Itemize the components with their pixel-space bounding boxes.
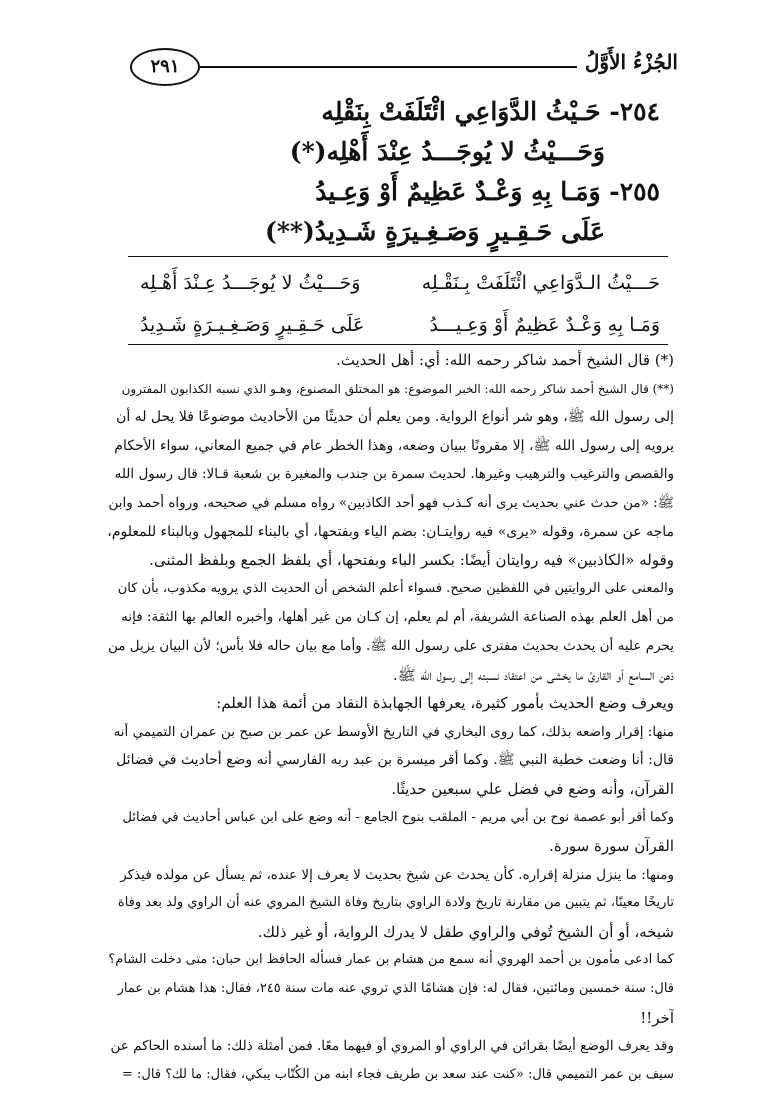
footnote-line: ماجه عن سمرة، وقوله «يرى» فيه روايتـان: بضم الياء وبفتحها، أي بالبناء للمجهول وبالبناء للمعلوم، xyxy=(107,523,674,540)
footnote-line: وقد يعرف الوضع أيضًا بقرائن في الراوي أو المروي أو فيهما معًا. فمن أمثلة ذلك: ما أسنده الحاكم عن xyxy=(110,1038,674,1055)
verse-block xyxy=(140,92,660,252)
footnote-line: منها: إقرار واضعه بذلك، كما روى البخاري في التاريخ الأوسط عن عمر بن صبح بن عمران التميمي أنه xyxy=(113,723,674,740)
footnote-line: من أهل العلم بهذه الصناعة الشريفة، أم لم يعلم، إن كـان من غير أهلها، وأخبره العالم بها الثقة: فإنه xyxy=(121,609,674,626)
footnote-line: ومنها: ما ينزل منزلة إقراره. كأن يحدث عن شيخ بحديث لا يعرف إلا عنده، ثم يسأل عن مولده فيذكر xyxy=(120,866,674,883)
couplet-second-hemistich: وَحَـــيْثُ لا يُوجَـــدُ عِـنْدَ أَهْـلِه xyxy=(140,272,361,294)
couplet-row xyxy=(140,304,660,346)
footnote-line: ﷺ: «من حدث عني بحديث يرى أنه كـذب فهو أحد الكاذبين» رواه مسلم في صحيحه، ورواه أحمد وابن xyxy=(108,494,674,511)
part-title: الجُزْءُ الأَوَّلُ xyxy=(577,50,678,74)
footnote-line: ويعرف وضع الحديث بأمور كثيرة، يعرفها الجهابذة النقاد من أئمة هذا العلم: xyxy=(216,694,674,713)
footnote-line: يرويه إلى رسول الله ﷺ، إلا مقرونًا ببيان وضعه، وهذا الخطر عام في جميع المعاني، سواء الأحكام xyxy=(114,437,674,454)
footnote-divider xyxy=(128,344,668,345)
couplet-first-hemistich: وَمَـا بِهِ وَعْـدٌ عَظِيمٌ أَوْ وَعِـيـــدُ xyxy=(429,314,660,336)
page-number: ٢٩١ xyxy=(130,48,200,86)
section-divider xyxy=(128,256,668,257)
footnote-line: قال: أنا وضعت خطبة النبي ﷺ. وكما أقر ميسرة بن عبد ربه الفارسي أنه وضع أحاديث في فضائل xyxy=(116,752,674,769)
footnote-commentary xyxy=(104,346,674,1089)
footnote-line: كما ادعى مأمون بن أحمد الهروي أنه سمع من هشام بن عمار فسأله الحافظ ابن حبان: متى دخلت الشام؟ xyxy=(108,952,674,968)
footnote-line: (**) قال الشيخ أحمد شاكر رحمه الله: الخبر الموضوع: هو المختلق المصنوع، وهـو الذي نسبه الكذابون المفترون xyxy=(121,381,674,396)
footnote-line: (*) قال الشيخ أحمد شاكر رحمه الله: أي: أهل الحديث. xyxy=(335,351,674,369)
couplet-first-hemistich: حَـــيْثُ الـدَّوَاعِي ائْتَلَفَتْ بِـنَقْـلِه xyxy=(421,272,660,294)
footnote-line: وقوله «الكاذبين» فيه روايتان أيضًا: بكسر الباء وبفتحها، أي بلفظ الجمع وبلفظ المثنى. xyxy=(149,551,674,570)
verse-line: ٢٥٤- حَـيْثُ الدَّوَاعِي ائْتَلَفَتْ بِنَقْلِه xyxy=(321,97,660,126)
couplet-block xyxy=(140,262,660,346)
footnote-line: قال: سنة خمسين ومائتين، فقال له: فإن هشامًا الذي تروي عنه مات سنة ٢٤٥، فقال: هذا هشام بن عمار xyxy=(117,981,674,997)
verse-line: ٢٥٥- وَمَـا بِهِ وَعْـدٌ عَظِيمٌ أَوْ وَعِـيدُ xyxy=(315,177,660,206)
footnote-line: شيخه، أو أن الشيخ تُوفي والراوي طفل لا يدرك الرواية، أو غير ذلك. xyxy=(257,922,674,941)
couplet-row xyxy=(140,262,660,304)
page-header xyxy=(118,48,678,88)
footnote-line: يحرم عليه أن يحدث بحديث مفترى على رسول الله ﷺ. وأما مع بيان حاله فلا بأس؛ لأن البيان يزيل من xyxy=(107,637,674,654)
verse-line: عَلَى حَـقِـيرٍ وَصَـغِـيرَةٍ شَـدِيدُ(**) xyxy=(265,217,605,246)
footnote-line: وكما أقر أبو عصمة نوح بن أبي مريم - الملقب بنوح الجامع - أنه وضع على ابن عباس أحاديث في فضائل xyxy=(122,809,674,825)
footnote-line: آخر!! xyxy=(640,1008,674,1027)
footnote-line: إلى رسول الله ﷺ، وهو شر أنواع الرواية. ومن يعلم أن حديثًا من الأحاديث موضوعًا فلا يحل له أن xyxy=(116,409,674,426)
footnote-line: القرآن سورة سورة. xyxy=(549,837,674,856)
footnote-line: ذهن السامع أو القارئ ما يخشى من اعتقاد نسبته إلى رسول الله ﷺ. xyxy=(392,665,674,684)
verse-line: وَحَـــيْثُ لا يُوجَـــدُ عِنْدَ أَهْلِه(*) xyxy=(289,137,605,166)
footnote-line: القرآن، وأنه وضع في فضل علي سبعين حديثًا. xyxy=(391,779,674,798)
footnote-line: والمعنى على الروايتين في اللفظين صحيح. فسواء أعلم الشخص أن الحديث الذي يرويه مكذوب، بأن كان xyxy=(117,580,674,596)
couplet-second-hemistich: عَلَى حَـقِـيرٍ وَصَـغِـيـرَةٍ شَـدِيدُ xyxy=(140,314,365,336)
footnote-line: والقصص والترغيب والترهيب وغيرها. لحديث سمرة بن جندب والمغيرة بن شعبة قـالا: قال رسول الله xyxy=(114,466,674,483)
footnote-line: سيف بن عمر التميمي قال: «كنت عند سعد بن طريف فجاء ابنه من الكُتّاب يبكي، فقال: ما لك؟ قال: = xyxy=(122,1066,674,1082)
footnote-line: تاريخًا معينًا، ثم يتبين من مقارنة تاريخ ولادة الراوي بتاريخ وفاة الشيخ المروي عنه أن الراوي ولد بعد وفاة xyxy=(117,895,674,911)
